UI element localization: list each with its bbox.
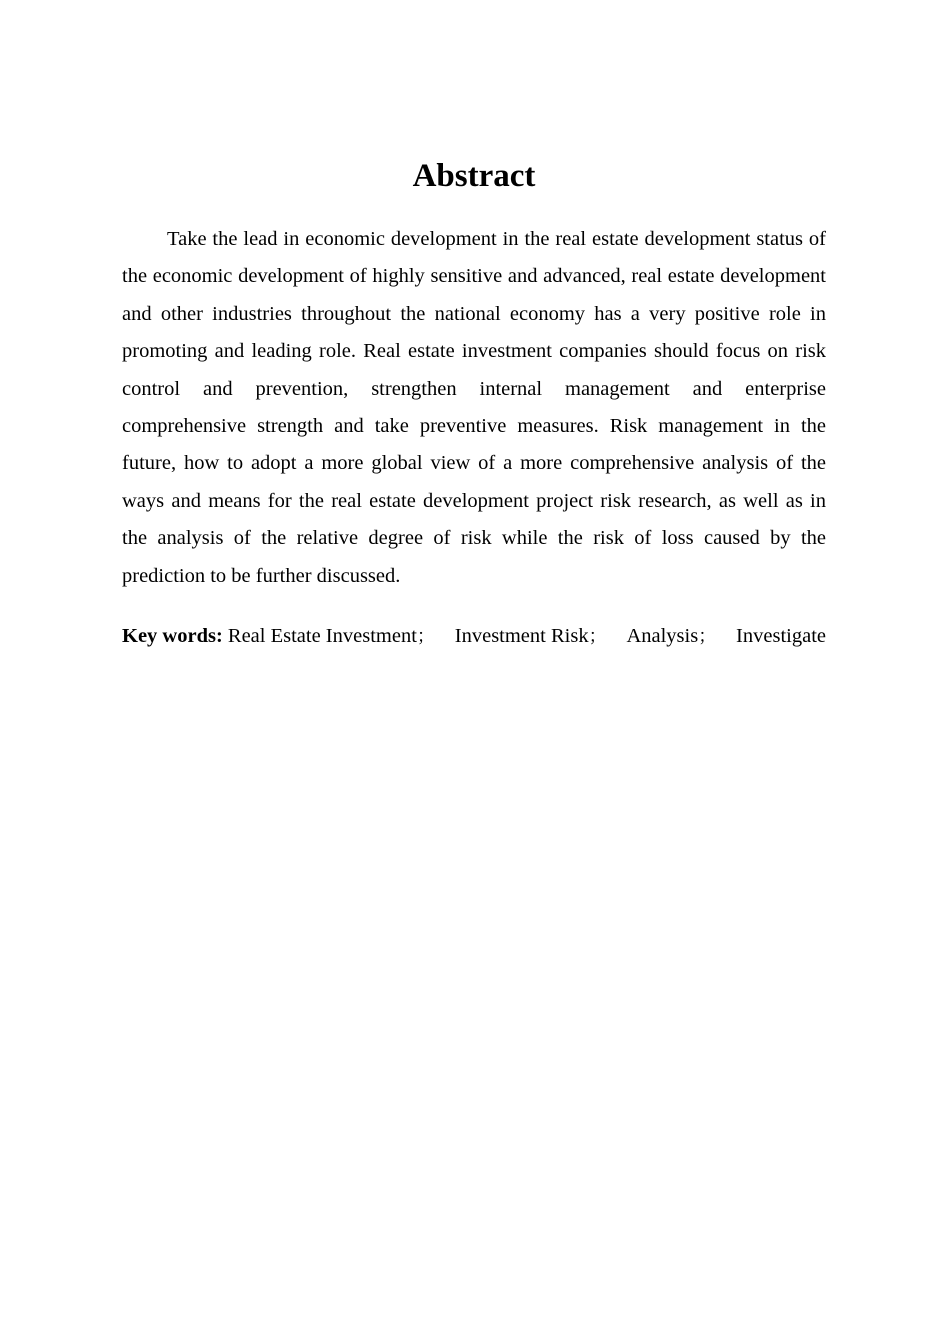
keyword-separator: ； [698,626,717,648]
keyword-item: Investment Risk [454,625,589,648]
keyword-group [455,618,607,655]
abstract-body: Take the lead in economic development in the real estate development status of the economic development of highly sensitive and advanced, real estate development and other industries throughout the national economy has a very positive role in promoting and leading role. Real estate investment companies should focus on risk control and prevention, strengthen internal management and enterprise comprehensive strength and take preventive measures. Risk management in the future, how to adopt a more global view of a more comprehensive analysis of the ways and means for the real estate development project risk research, as well as in the analysis of the relative degree of risk while the risk of loss caused by the prediction to be further discussed. [122,228,826,587]
keywords-label: Key words: [122,625,228,648]
keywords-line [122,618,826,655]
abstract-section [122,152,826,655]
keyword-item: Investigate [736,625,826,648]
keyword-item: Analysis [626,625,699,648]
keyword-item: Real Estate Investment [227,625,417,648]
keyword-separator: ； [588,626,607,648]
keyword-group [626,618,716,655]
keyword-separator: ； [416,626,435,648]
keywords-label-group [122,618,435,655]
abstract-title: Abstract [412,158,536,194]
